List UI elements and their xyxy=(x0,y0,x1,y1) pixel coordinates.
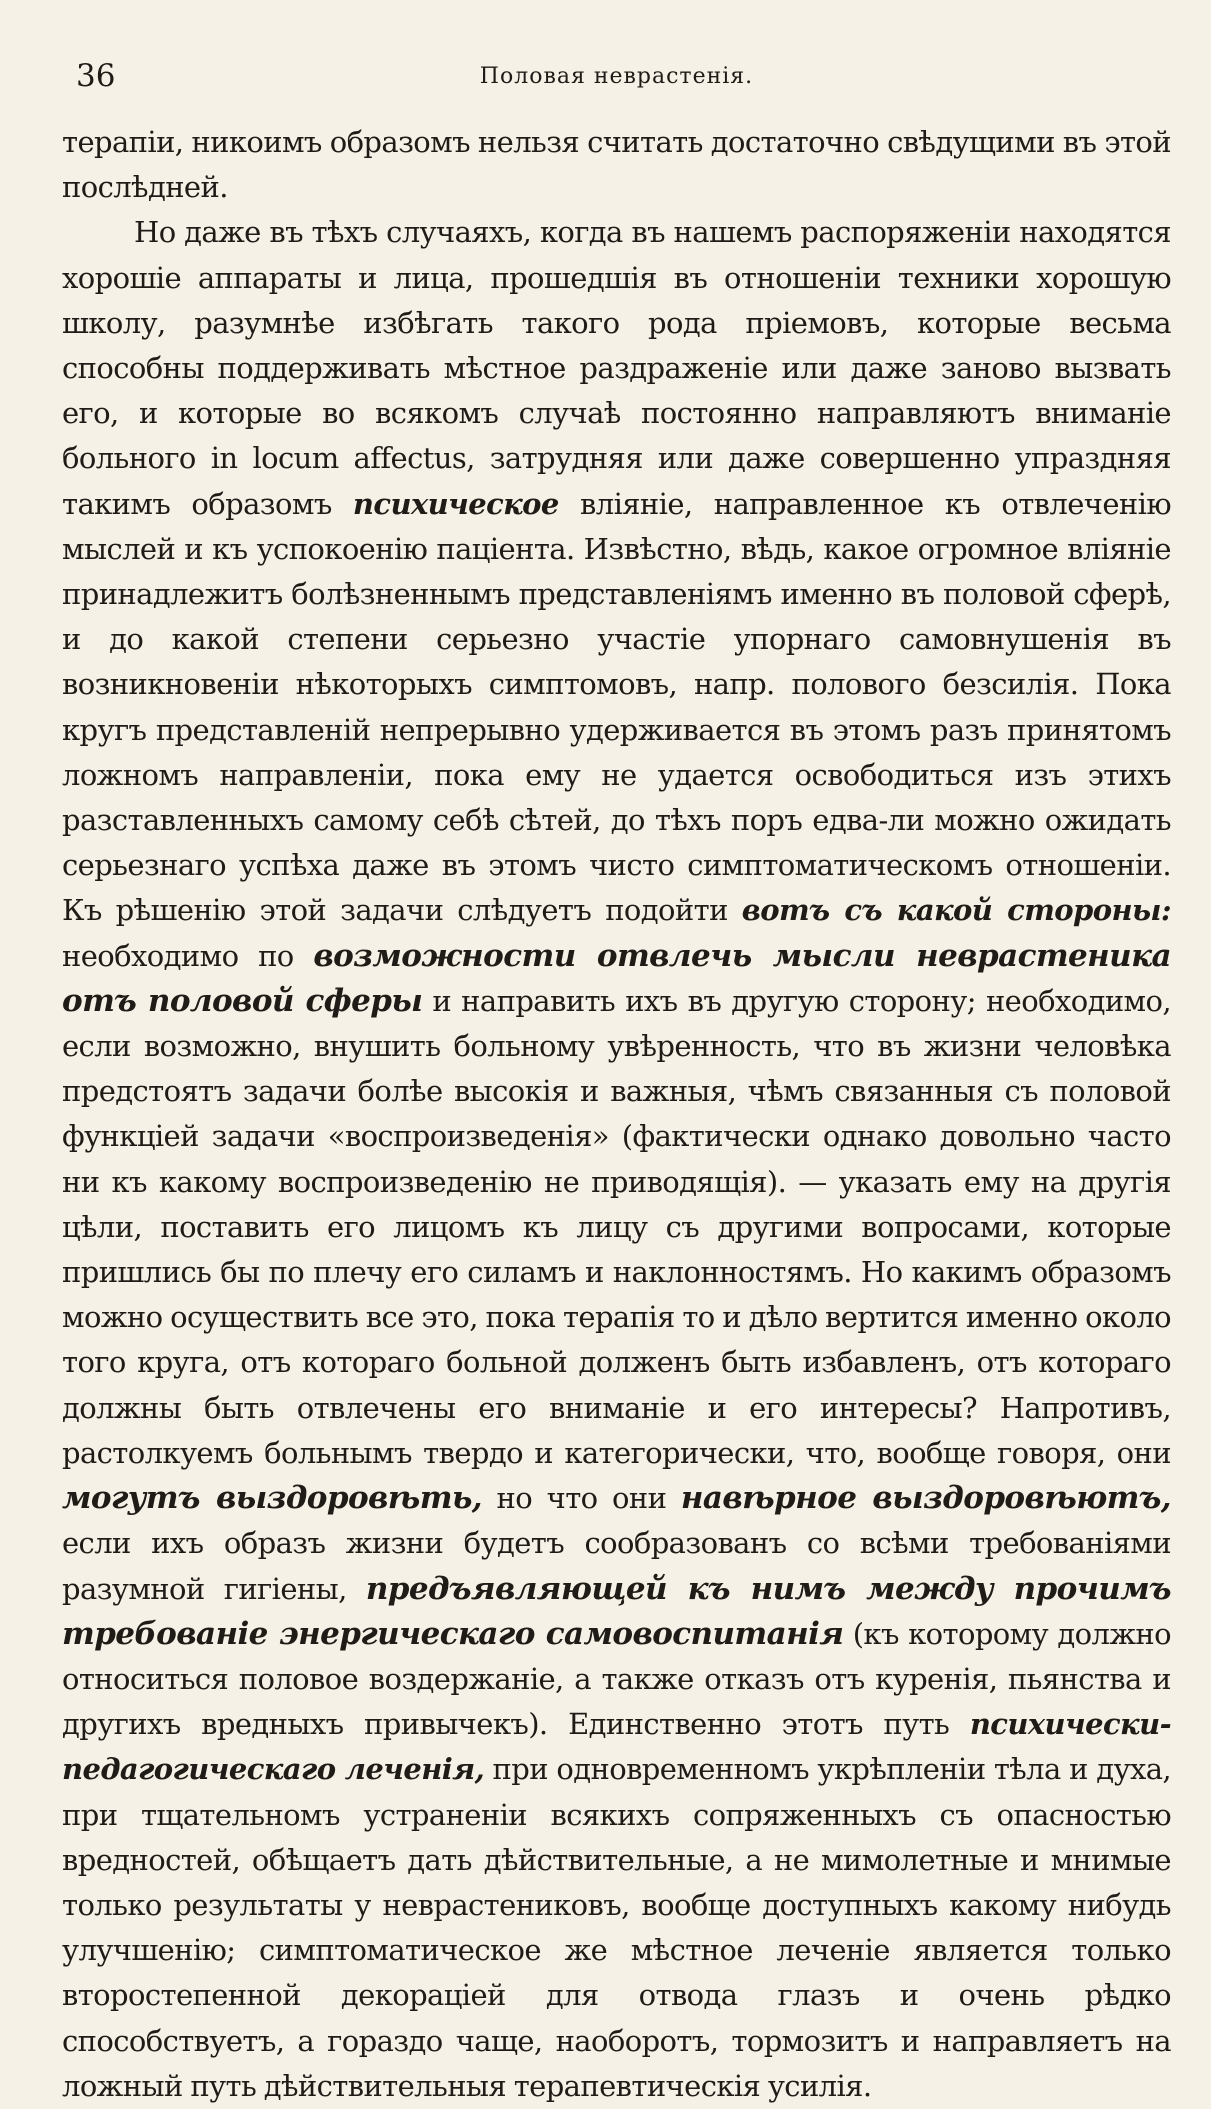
body-text xyxy=(62,120,1171,2109)
text-segment: (къ которому должно относиться половое воздержаніе, а также отказъ отъ куренія, пьянства и другихъ вредныхъ привычекъ). Единственно этотъ путь xyxy=(62,1616,1172,1742)
emphasized-text: возможности отвлечь мысли неврастеника отъ половой сферы xyxy=(62,937,1171,1019)
page-number: 36 xyxy=(76,58,116,94)
paragraph xyxy=(62,210,1171,2109)
emphasized-text: психическое xyxy=(352,486,559,521)
text-segment: при одновременномъ укрѣпленіи тѣла и духа, при тщательномъ устраненіи всякихъ сопряженныхъ съ опасностью вредностей, обѣщаетъ дать дѣйствительные, а не мимолетные и мнимые только результаты у неврастениковъ, вообще доступныхъ какому нибудь улучшенію; симптоматическое же мѣстное леченіе является только второстепенной декораціей для отвода глазъ и очень рѣдко способствуетъ, а гораздо чаще, наоборотъ, тормозитъ и направляетъ на ложный путь дѣйствительныя терапевтическія усилія. xyxy=(62,1752,1172,2103)
emphasized-text: вотъ съ какой стороны: xyxy=(741,893,1171,928)
text-segment: Но даже въ тѣхъ случаяхъ, когда въ нашемъ распоряженіи находятся хорошіе аппараты и лица, прошедшія въ отношеніи техники хорошую школу, разумнѣе избѣгать такого рода пріемовъ, которые весьма способны поддерживать мѣстное раздраженіе или даже заново вызвать его, и которые во всякомъ случаѣ постоянно направляютъ вниманіе больного in locum affectus, затрудняя или даже совершенно упраздняя такимъ образомъ xyxy=(62,215,1171,521)
text-segment: вліяніе, направленное къ отвлеченію мыслей и къ успокоенію паціента. Извѣстно, вѣдь, какое огромное вліяніе принадлежитъ болѣзненнымъ представленіямъ именно въ половой сферѣ, и до какой степени серьезно участіе упорнаго самовнушенія въ возникновеніи нѣкоторыхъ симптомовъ, напр. полового безсилія. Пока кругъ представленій непрерывно удерживается въ этомъ разъ принятомъ ложномъ направленіи, пока ему не удается освободиться изъ этихъ разставленныхъ самому себѣ сѣтей, до тѣхъ поръ едва-ли можно ожидать серьезнаго успѣха даже въ этомъ чисто симптоматическомъ отношеніи. Къ рѣшенію этой задачи слѣдуетъ подойти xyxy=(62,486,1171,928)
emphasized-text: навѣрное выздоровѣютъ, xyxy=(680,1480,1171,1517)
text-segment: и направить ихъ въ другую сторону; необходимо, если возможно, внушить больному увѣренность, что въ жизни человѣка предстоятъ задачи болѣе высокія и важныя, чѣмъ связанныя съ половой функціей задачи «воспроизведенія» (фактически однако довольно часто ни къ какому воспроизведенію не приводящія). — указать ему на другія цѣли, поставить его лицомъ къ лицу съ другими вопросами, которые пришлись бы по плечу его силамъ и наклонностямъ. Но какимъ образомъ можно осуществить все это, пока терапія то и дѣло вертится именно около того круга, отъ котораго больной долженъ быть избавленъ, отъ котораго должны быть отвлечены его вниманіе и его интересы? Напротивъ, растолкуемъ больнымъ твердо и категорически, что, вообще говоря, они xyxy=(62,983,1171,1470)
emphasized-text: психически-педагогическаго леченія, xyxy=(62,1707,1171,1787)
emphasized-text: могутъ выздоровѣть, xyxy=(62,1480,482,1517)
page-header xyxy=(62,58,1171,98)
running-head: Половая неврастенія. xyxy=(479,64,754,89)
text-segment: необходимо по xyxy=(62,938,314,973)
text-segment: если ихъ образъ жизни будетъ сообразованъ со всѣми требованіями разумной гигіены, xyxy=(62,1526,1171,1606)
text-segment: но что они xyxy=(481,1481,681,1516)
text-segment: терапіи, никоимъ образомъ нельзя считать достаточно свѣдущими въ этой послѣдней. xyxy=(62,125,1171,205)
emphasized-text: предъявляющей къ нимъ между прочимъ требованіе энергическаго самовоспитанія xyxy=(62,1570,1171,1652)
paragraph xyxy=(62,120,1171,210)
